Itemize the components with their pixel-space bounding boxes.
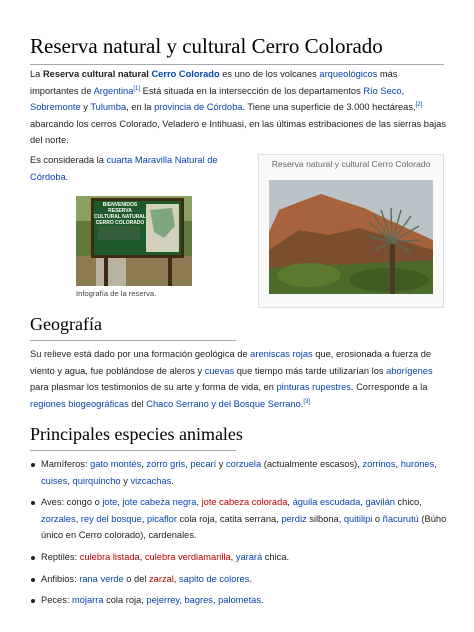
sign-text-2: RESERVA [108,208,132,214]
infobox-title: Reserva natural y cultural Cerro Colorado [271,159,431,169]
intro-line-5: del norte. [30,135,69,146]
page-title: Reserva natural y cultural Cerro Colorado [30,34,383,58]
link-perdiz[interactable]: perdiz [281,513,307,524]
especies-divider [30,450,236,451]
sign-caption: Infografía de la reserva. [76,289,157,298]
link-aguila-escudada[interactable]: águila escudada [292,497,361,508]
bold-term: Reserva cultural natural [42,69,149,79]
link-zorrinos[interactable]: zorrinos [362,459,396,469]
link-culebra-listada[interactable]: culebra listada [79,551,140,562]
section-heading-geografia: Geografía [30,314,102,334]
link-culebra-verdiamarilla[interactable]: culebra verdiamarilla [144,551,231,562]
link-picaflor[interactable]: picaflor [146,513,177,524]
link-pinturas-rupestres[interactable]: pinturas rupestres [276,382,351,393]
link-pecari[interactable]: pecarí [190,459,217,469]
list-item-mamiferos: Mamíferos: gato montés, zorro gris, pecarí y corzuela (actualmente escasos), zorrinos, hurones, cuises, quirquincho y vizcachas. [30,456,446,489]
link-jote[interactable]: jote [102,497,118,508]
link-zorro-gris[interactable]: zorro gris [146,459,186,469]
link-mojarra[interactable]: mojarra [72,595,104,606]
geografia-divider [30,340,236,341]
cerro-landscape-photo-icon [269,180,433,294]
link-provincia-cordoba[interactable]: provincia de Córdoba [154,102,243,113]
link-jote-cabeza-negra[interactable]: jote cabeza negra [122,497,197,508]
link-rana-verde[interactable]: rana verde [79,573,124,584]
link-regiones-biogeograficas[interactable]: regiones biogeográficas [30,398,129,409]
list-item-peces: Peces: mojarra cola roja, pejerrey, bagres, palometas. [30,592,446,609]
link-bagres[interactable]: bagres [184,595,213,606]
link-jote-cabeza-colorada[interactable]: jote cabeza colorada [201,497,288,508]
ref-3[interactable]: [3] [303,398,311,405]
infobox [258,154,444,308]
link-zarzal[interactable]: zarzal [149,573,174,584]
link-quitilipi[interactable]: quitilipi [343,513,373,524]
intro-line-3: Sobremonte y Tulumba, en la provincia de Córdoba. Tiene una superficie de 3.000 hectáreas,[2] [30,102,423,113]
link-aborigenes[interactable]: aborígenes [386,365,433,376]
link-palometas[interactable]: palometas [218,595,262,606]
link-gavilan[interactable]: gavilán [365,497,395,508]
link-cuarta-maravilla[interactable]: cuarta Maravilla Natural de [106,155,218,165]
species-list [30,456,446,609]
sign-text-3: CULTURAL NATURAL [94,214,146,220]
title-divider [30,64,444,65]
link-sapito-de-colores[interactable]: sapito de colores [179,573,250,584]
intro-line-1: La Reserva cultural natural Cerro Colorado es uno de los volcanes arqueológicos más [30,69,398,79]
link-argentina[interactable]: Argentina [93,85,134,96]
link-arqueologicos[interactable]: arqueológicos [319,69,378,79]
link-nacurutu[interactable]: ñacurutú [382,513,419,524]
link-cuevas[interactable]: cuevas [204,365,235,376]
list-item-aves: Aves: congo o jote, jote cabeza negra, jote cabeza colorada, águila escudada, gavilán chico, zorzales, rey del bosque, picaflor cola roja, catita serrana, perdiz silbona, quitilipi o ñacurutú (Búho único en Cerro colorado), cardenales. [30,494,446,544]
link-zorzales[interactable]: zorzales [41,513,76,524]
link-sobremonte[interactable]: Sobremonte [30,102,81,113]
infobox-image[interactable] [269,180,433,294]
intro-line-2: importantes de Argentina[1] Está situada en la intersección de los departamentos Río Seco, [30,85,405,96]
link-vizcachas[interactable]: vizcachas [130,475,172,486]
link-quirquincho[interactable]: quirquincho [72,475,121,486]
wonder-paragraph: Es considerada la cuarta Maravilla Natural de Córdoba. [30,155,218,182]
link-chaco-serrano[interactable]: Chaco Serrano y del Bosque Serrano [146,398,301,409]
link-tulumba[interactable]: Tulumba [90,102,127,113]
geografia-paragraph: Su relieve está dado por una formación geológica de areniscas rojas que, erosionada a fuerza de viento y agua, fue poblándose de aleros y cuevas que tiempo más tarde utilizarían los aborígenes para plasmar los testimonios de su arte y forma de vida, en pinturas rupestres. Corresponde a la regiones biogeográficas del Chaco Serrano y del Bosque Serrano.[3] [30,349,433,409]
link-cordoba[interactable]: Córdoba [30,171,66,182]
link-pejerrey[interactable]: pejerrey [146,595,180,606]
sign-text-1: BIENVENIDOS [102,202,138,208]
intro-paragraph [30,66,446,149]
link-cuises[interactable]: cuises [41,475,68,486]
link-corzuela[interactable]: corzuela [226,459,262,469]
sign-text-4: CERRO COLORADO [95,220,145,226]
ref-2[interactable]: [2] [415,102,423,109]
link-gato-montes[interactable]: gato montés [90,459,142,469]
link-rey-del-bosque[interactable]: rey del bosque [80,513,142,524]
list-item-reptiles: Reptiles: culebra listada, culebra verdiamarilla, yarará chica. [30,549,446,566]
sign-image[interactable] [76,196,192,286]
link-cerro-colorado[interactable]: Cerro Colorado [151,69,220,79]
link-hurones[interactable]: hurones [400,459,435,469]
ref-1[interactable]: [1] [133,85,141,92]
link-rio-seco[interactable]: Río Seco [363,85,402,96]
link-areniscas-rojas[interactable]: areniscas rojas [250,349,313,359]
intro-line-4: abarcando los cerros Colorado, Veladero e Intihuasi, en las últimas estribaciones de las sierras bajas [30,118,447,129]
link-yarara[interactable]: yarará [235,551,263,562]
list-item-anfibios: Anfibios: rana verde o del zarzal, sapito de colores. [30,571,446,588]
section-heading-especies: Principales especies animales [30,424,243,444]
